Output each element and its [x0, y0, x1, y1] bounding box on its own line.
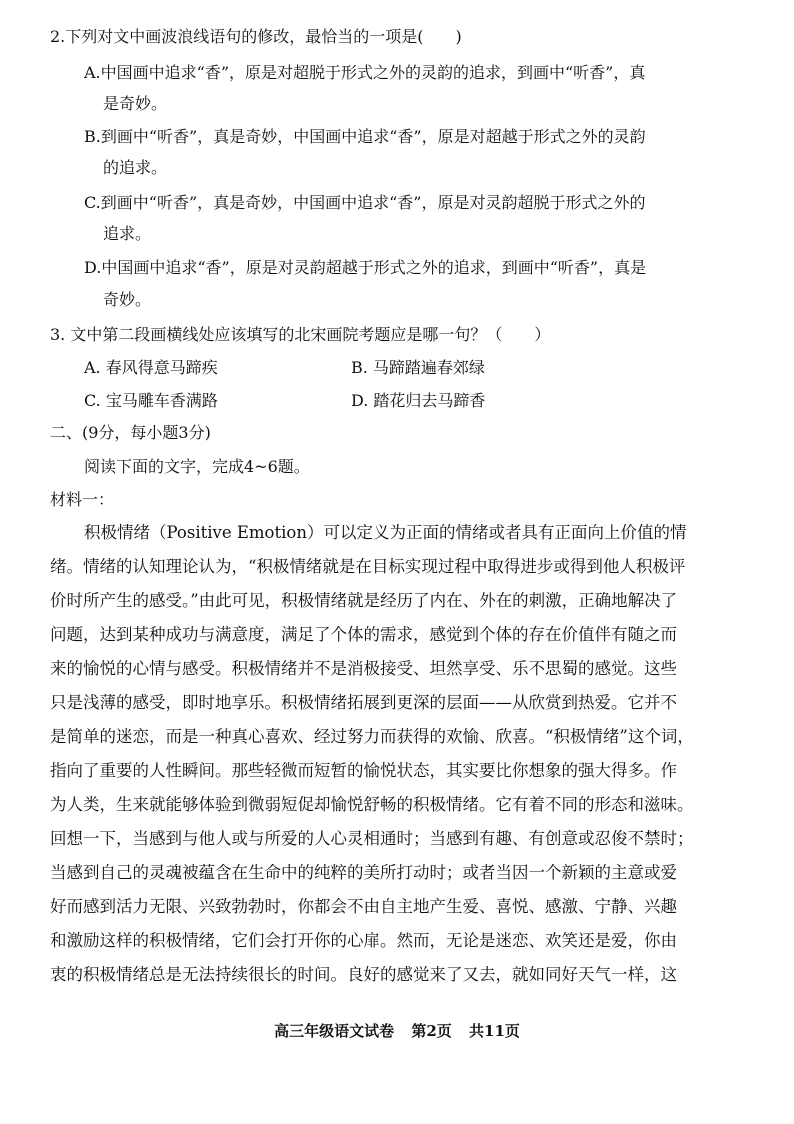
question-2-option-c-line-2: 追求。 [103, 224, 152, 243]
question-2-option-b-line-2: 的追求。 [103, 158, 168, 177]
passage-line: 和激励这样的积极情绪，它们会打开你的心扉。然而，无论是迷恋、欢笑还是爱，你由 [50, 931, 677, 950]
question-2-option-c-line-1: C.到画中“听香”，真是奇妙，中国画中追求“香”，原是对灵韵超脱于形式之外的 [84, 193, 646, 212]
passage-line: 积极情绪（Positive Emotion）可以定义为正面的情绪或者具有正面向上价值的情 [84, 523, 687, 542]
passage-line: 问题，达到某种成功与满意度，满足了个体的需求，感觉到个体的存在价值伴有随之而 [50, 625, 677, 644]
passage-line: 指向了重要的人性瞬间。那些轻微而短暂的愉悦状态，其实要比你想象的强大得多。作 [50, 761, 677, 780]
passage-line: 来的愉悦的心情与感受。积极情绪并不是消极接受、坦然享受、乐不思蜀的感觉。这些 [50, 659, 677, 678]
passage-line: 衷的积极情绪总是无法持续很长的时间。良好的感觉来了又去，就如同好天气一样，这 [50, 965, 677, 984]
question-2-option-d-line-2: 奇妙。 [103, 290, 152, 309]
question-2-option-a-line-2: 是奇妙。 [103, 94, 168, 113]
footer-page-number: 第2页 [411, 1022, 452, 1040]
passage-line: 为人类，生来就能够体验到微弱短促却愉悦舒畅的积极情绪。它有着不同的形态和滋味。 [50, 795, 694, 814]
footer-exam-title: 高三年级语文试卷 [274, 1022, 395, 1040]
question-2-option-d-line-1: D.中国画中追求“香”，原是对灵韵超越于形式之外的追求，到画中“听香”，真是 [84, 258, 647, 277]
section-2-heading: 二、(9分，每小题3分) [50, 423, 211, 442]
question-2-stem: 2.下列对文中画波浪线语句的修改，最恰当的一项是( ) [50, 27, 462, 46]
question-3-option-a: A. 春风得意马蹄疾 [84, 358, 218, 377]
question-3-option-c: C. 宝马雕车香满路 [84, 391, 218, 410]
passage-line: 好而感到活力无限、兴致勃勃时，你都会不由自主地产生爱、喜悦、感激、宁静、兴趣 [50, 897, 677, 916]
material-label: 材料一： [50, 490, 115, 509]
question-3-option-d: D. 踏花归去马蹄香 [351, 391, 486, 410]
passage-line: 只是浅薄的感受，即时地享乐。积极情绪拓展到更深的层面——从欣赏到热爱。它并不 [50, 693, 677, 712]
reading-instruction: 阅读下面的文字，完成4~6题。 [84, 457, 310, 476]
question-2-option-b-line-1: B.到画中“听香”，真是奇妙，中国画中追求“香”，原是对超越于形式之外的灵韵 [84, 127, 646, 146]
passage-line: 绪。情绪的认知理论认为，“积极情绪就是在目标实现过程中取得进步或得到他人积极评 [50, 557, 686, 576]
passage-line: 价时所产生的感受。”由此可见，积极情绪就是经历了内在、外在的刺激，正确地解决了 [50, 591, 678, 610]
page-footer [0, 1020, 794, 1041]
passage-line: 回想一下，当感到与他人或与所爱的人心灵相通时；当感到有趣、有创意或忍俊不禁时； [50, 829, 694, 848]
question-2-option-a-line-1: A.中国画中追求“香”，原是对超脱于形式之外的灵韵的追求，到画中“听香”，真 [84, 63, 646, 82]
passage-line: 当感到自己的灵魂被蕴含在生命中的纯粹的美所打动时；或者当因一个新颖的主意或爱 [50, 863, 677, 882]
question-3-stem: 3. 文中第二段画横线处应该填写的北宋画院考题应是哪一句？（ ） [50, 325, 551, 344]
footer-total-pages: 共11页 [469, 1022, 520, 1040]
passage-line: 是简单的迷恋，而是一种真心喜欢、经过努力而获得的欢愉、欣喜。“积极情绪”这个词， [50, 727, 694, 746]
question-3-option-b: B. 马蹄踏遍春郊绿 [351, 358, 485, 377]
